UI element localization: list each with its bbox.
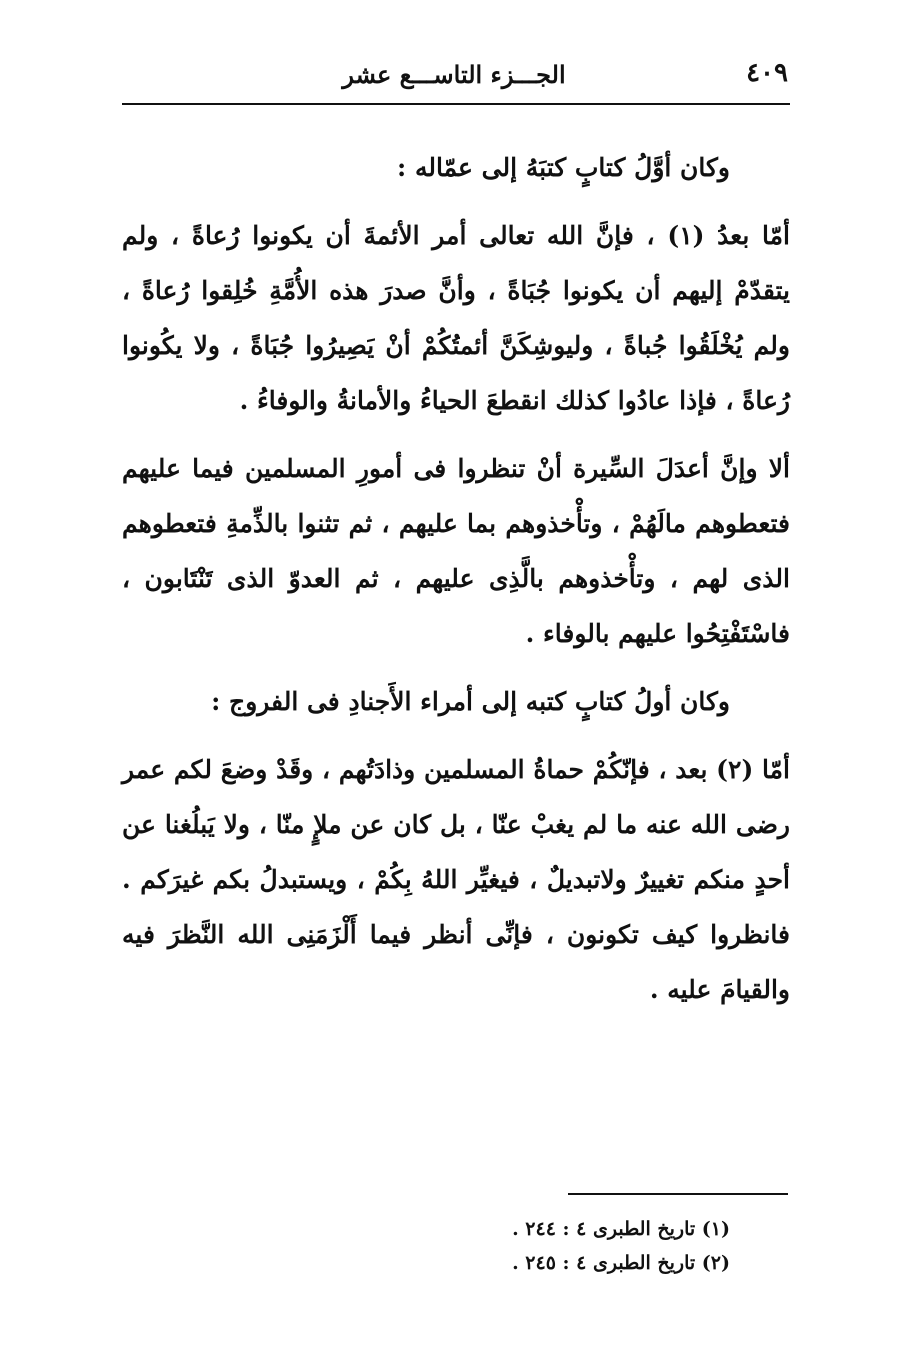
- paragraph-2: ألا وإنَّ أعدَلَ السِّيرة أنْ تنظروا فى أمورِ المسلمين فيما عليهم فتعطوهم مالَهُمْ ، وتأْخذوهم بما عليهم ، ثم تثنوا بالذِّمةِ فتعطوهم الذى لهم ، وتأْخذوهم بالَّذِى عليهم ، ثم العدوّ الذى تَنْتَابون ، فاسْتَفْتِحُوا عليهم بالوفاء .: [122, 454, 790, 648]
- footnote-divider: [568, 1193, 788, 1195]
- footnote-1: (١) تاريخ الطبرى ٤ : ٢٤٤ .: [512, 1218, 730, 1240]
- chapter-title: الجـــزء التاســـع عشر: [342, 60, 566, 89]
- intro-line-2: وكان أولُ كتابٍ كتبه إلى أمراء الأَجنادِ فى الفروج :: [211, 687, 730, 716]
- page-number: ٤٠٩: [746, 58, 788, 88]
- footnote-2: (٢) تاريخ الطبرى ٤ : ٢٤٥ .: [512, 1252, 730, 1274]
- paragraph-3: أمّا (٢) بعد ، فإنّكُمْ حماةُ المسلمين وذادَتُهم ، وقَدْ وضعَ لكم عمر رضى الله عنه ما لم يغبْ عنّا ، بل كان عن ملإٍ منّا ، ولا يَبلُغنا عن أحدٍ منكم تغييرٌ ولاتبديلٌ ، فيغيِّر اللهُ بِكُمْ ، ويستبدلُ بكم غيرَكم . فانظروا كيف تكونون ، فإنِّى أنظر فيما أَلْزَمَنِى الله النَّظرَ فيه والقيامَ عليه .: [122, 755, 790, 1004]
- running-header: [120, 58, 788, 98]
- intro-line-1: وكان أوَّلُ كتابٍ كتبَهُ إلى عمّاله :: [397, 153, 730, 182]
- main-text: [122, 140, 790, 1030]
- paragraph-1: أمّا بعدُ (١) ، فإنَّ الله تعالى أمر الأئمةَ أن يكونوا رُعاةً ، ولم يتقدّمْ إليهم أن يكونوا جُبَاةً ، وأنَّ صدرَ هذه الأُمَّةِ خُلِقوا رُعاةً ، ولم يُخْلَقُوا جُباةً ، وليوشِكَنَّ أئمتُكُمْ أنْ يَصِيرُوا جُبَاةً ، ولا يكُونوا رُعاةً ، فإذا عادُوا كذلك انقطعَ الحياءُ والأمانةُ والوفاءُ .: [122, 221, 790, 415]
- footnotes: [300, 1212, 730, 1280]
- header-divider: [122, 103, 790, 105]
